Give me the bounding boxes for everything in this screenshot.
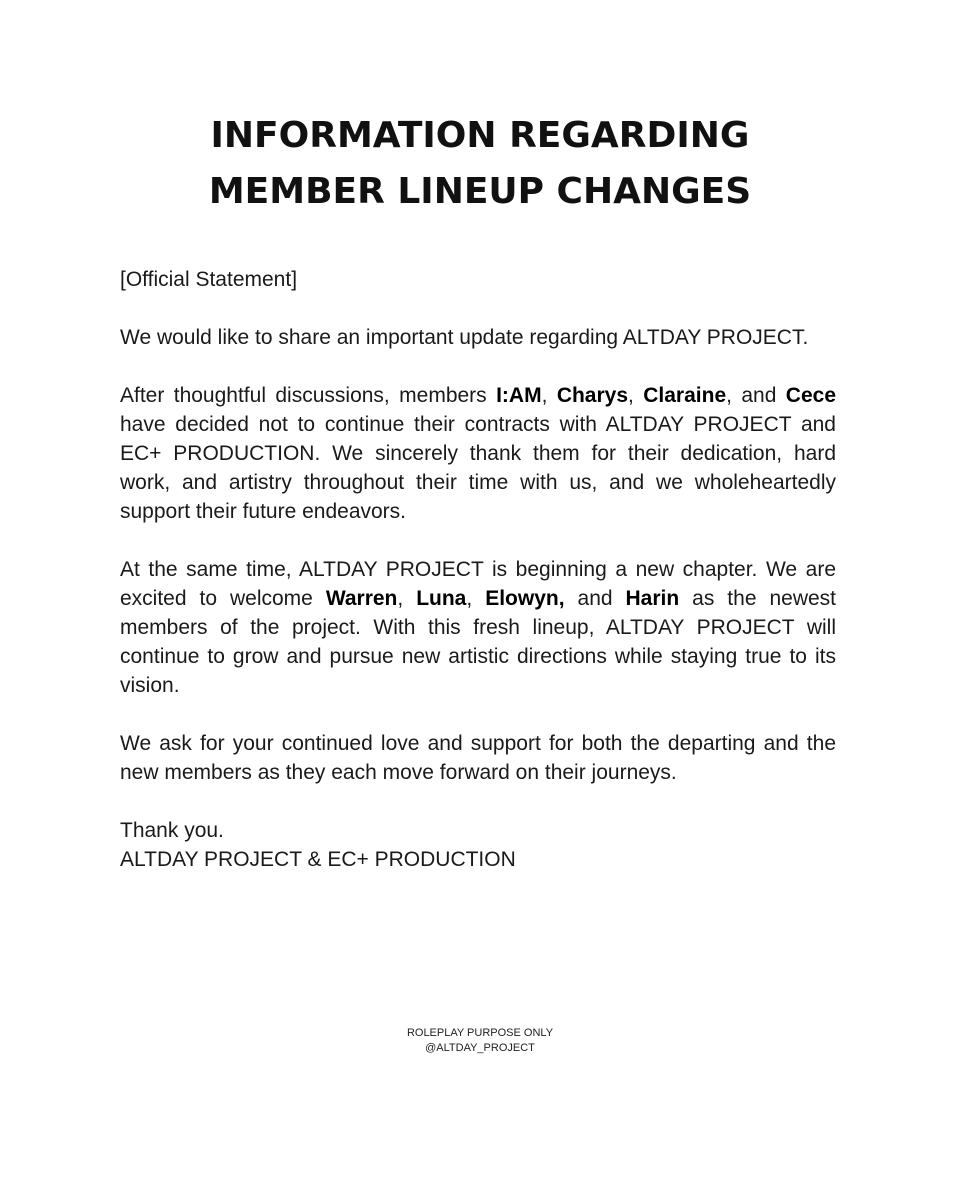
separator: and [564,587,626,610]
new-member: Harin [625,587,680,610]
new-member: Warren [325,587,398,610]
signature: ALTDAY PROJECT & EC+ PRODUCTION [120,848,516,871]
title-line-1: INFORMATION REGARDING [210,115,750,156]
account-handle: @ALTDAY_PROJECT [425,1042,535,1054]
departure-paragraph [120,381,836,526]
separator: , [397,587,417,610]
departure-lead: After thoughtful discussions, members [120,384,497,407]
departing-member: Charys [556,384,629,407]
new-member: Elowyn, [485,587,565,610]
departure-rest: have decided not to continue their contracts with ALTDAY PROJECT and EC+ PRODUCTION. We sincerely thank them for their dedication, hard work, and artistry throughout their time with us, and we wholeheartedly support their future endeavors. [120,413,836,523]
statement-body [120,265,836,874]
separator: , [628,384,644,407]
separator: , [466,587,486,610]
departing-member: Claraine [643,384,727,407]
separator: , [541,384,557,407]
footer [0,1026,960,1056]
title-line-2: MEMBER LINEUP CHANGES [208,171,752,212]
page-title [0,108,960,220]
separator: , and [726,384,786,407]
departing-member: I:AM [496,384,542,407]
roleplay-disclaimer: ROLEPLAY PURPOSE ONLY [406,1027,554,1039]
statement-label: [Official Statement] [120,268,298,291]
welcome-rest: as the newest members of the project. With this fresh lineup, ALTDAY PROJECT will continue to grow and pursue new artistic directions while staying true to its vision. [120,587,837,697]
welcome-paragraph [120,555,836,700]
new-member: Luna [416,587,467,610]
signoff [120,816,836,874]
intro-paragraph: We would like to share an important update regarding ALTDAY PROJECT. [120,326,809,349]
departing-member: Cece [785,384,836,407]
thank-you: Thank you. [120,819,224,842]
welcome-lead: At the same time, ALTDAY PROJECT is beginning a new chapter. We are excited to welcome [120,558,836,610]
closing-paragraph: We ask for your continued love and support for both the departing and the new members as they each move forward on their journeys. [120,732,836,784]
